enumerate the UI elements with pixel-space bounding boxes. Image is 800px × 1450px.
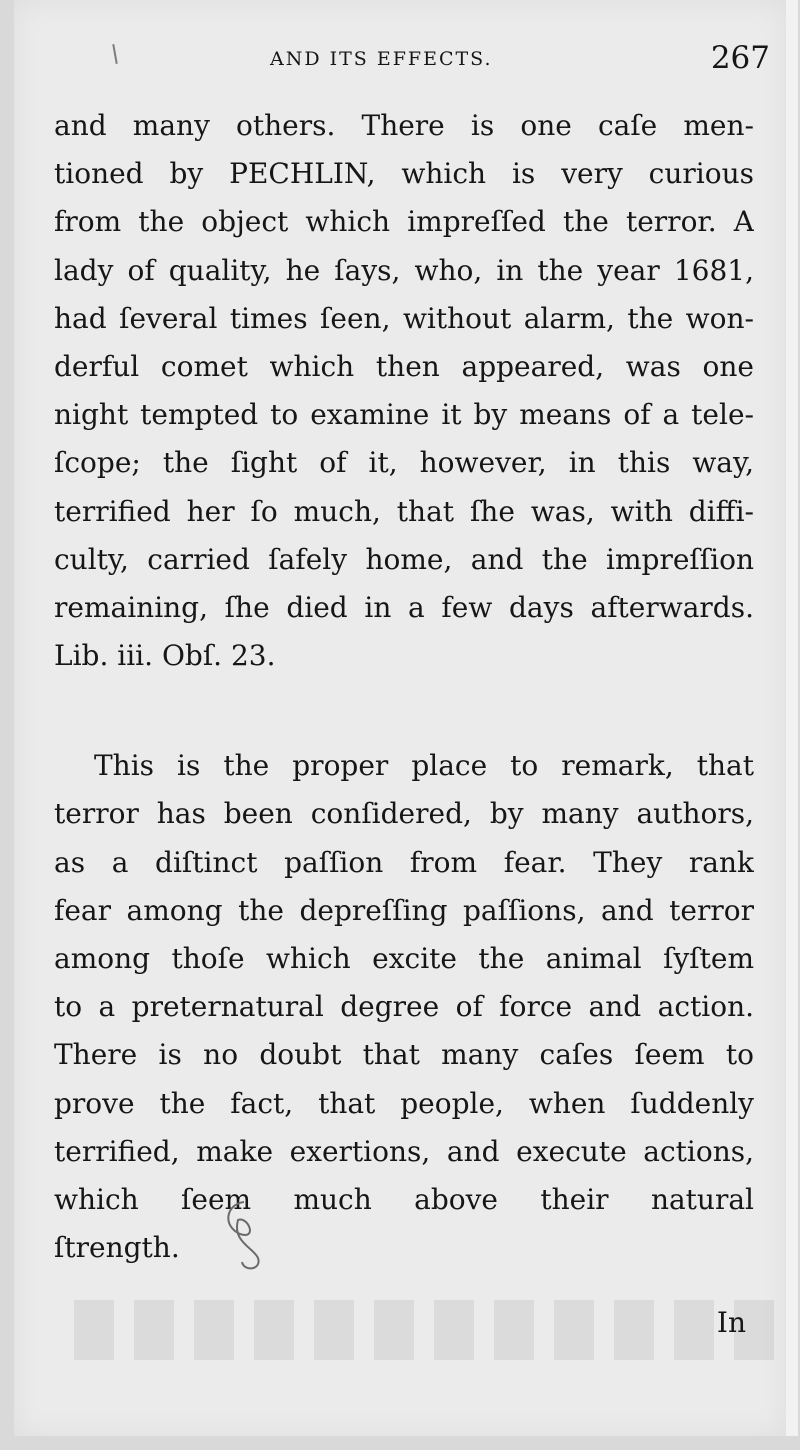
catchword: In [716, 1306, 746, 1339]
text-line: There is no doubt that many caſes ſeem to [54, 1038, 754, 1072]
paragraph-break [54, 680, 754, 742]
text-line: remaining, ſhe died in a few days afterwards. [54, 590, 754, 624]
text-line: among thoſe which excite the animal ſyſtem [54, 942, 754, 975]
text-line: ſcope; the ſight of it, however, in this way, [54, 446, 754, 480]
text-line: night tempted to examine it by means of a tele- [54, 398, 754, 432]
body-text [54, 102, 754, 1272]
text-line: terror has been conſidered, by many authors, [54, 797, 754, 831]
text-line: This is the proper place to remark, that [94, 749, 754, 783]
text-line: prove the fact, that people, when ſuddenly [54, 1086, 754, 1120]
show-through [74, 1300, 774, 1360]
text-line: which ſeem much above their natural [54, 1182, 754, 1216]
text-line: fear among the depreſſing paſſions, and terror [54, 893, 754, 927]
text-line: as a diſtinct paſſion from fear. They rank [54, 845, 754, 879]
margin-mark [112, 44, 117, 64]
text-line: terrified her ſo much, that ſhe was, with diffi- [54, 494, 754, 528]
text-line: derful comet which then appeared, was one [54, 349, 754, 383]
text-line: to a preternatural degree of force and action. [54, 990, 754, 1024]
text-line: had ſeveral times ſeen, without alarm, the won- [54, 301, 754, 335]
running-head: AND ITS EFFECTS. [270, 48, 493, 70]
text-line: lady of quality, he ſays, who, in the year 1681, [54, 253, 754, 287]
text-line: terrified, make exertions, and execute actions, [54, 1134, 754, 1168]
text-line: culty, carried ſafely home, and the impreſſion [54, 542, 754, 576]
text-line: tioned by PECHLIN, which is very curious [54, 157, 754, 191]
text-line: from the object which impreſſed the terror. A [54, 205, 754, 239]
ink-mark-icon [214, 1196, 284, 1274]
book-page [14, 0, 786, 1436]
text-line: and many others. There is one caſe men- [54, 109, 754, 142]
page-number: 267 [710, 40, 770, 76]
text-line: Lib. iii. Obſ. 23. [54, 639, 276, 673]
text-line: ſtrength. [54, 1231, 180, 1265]
